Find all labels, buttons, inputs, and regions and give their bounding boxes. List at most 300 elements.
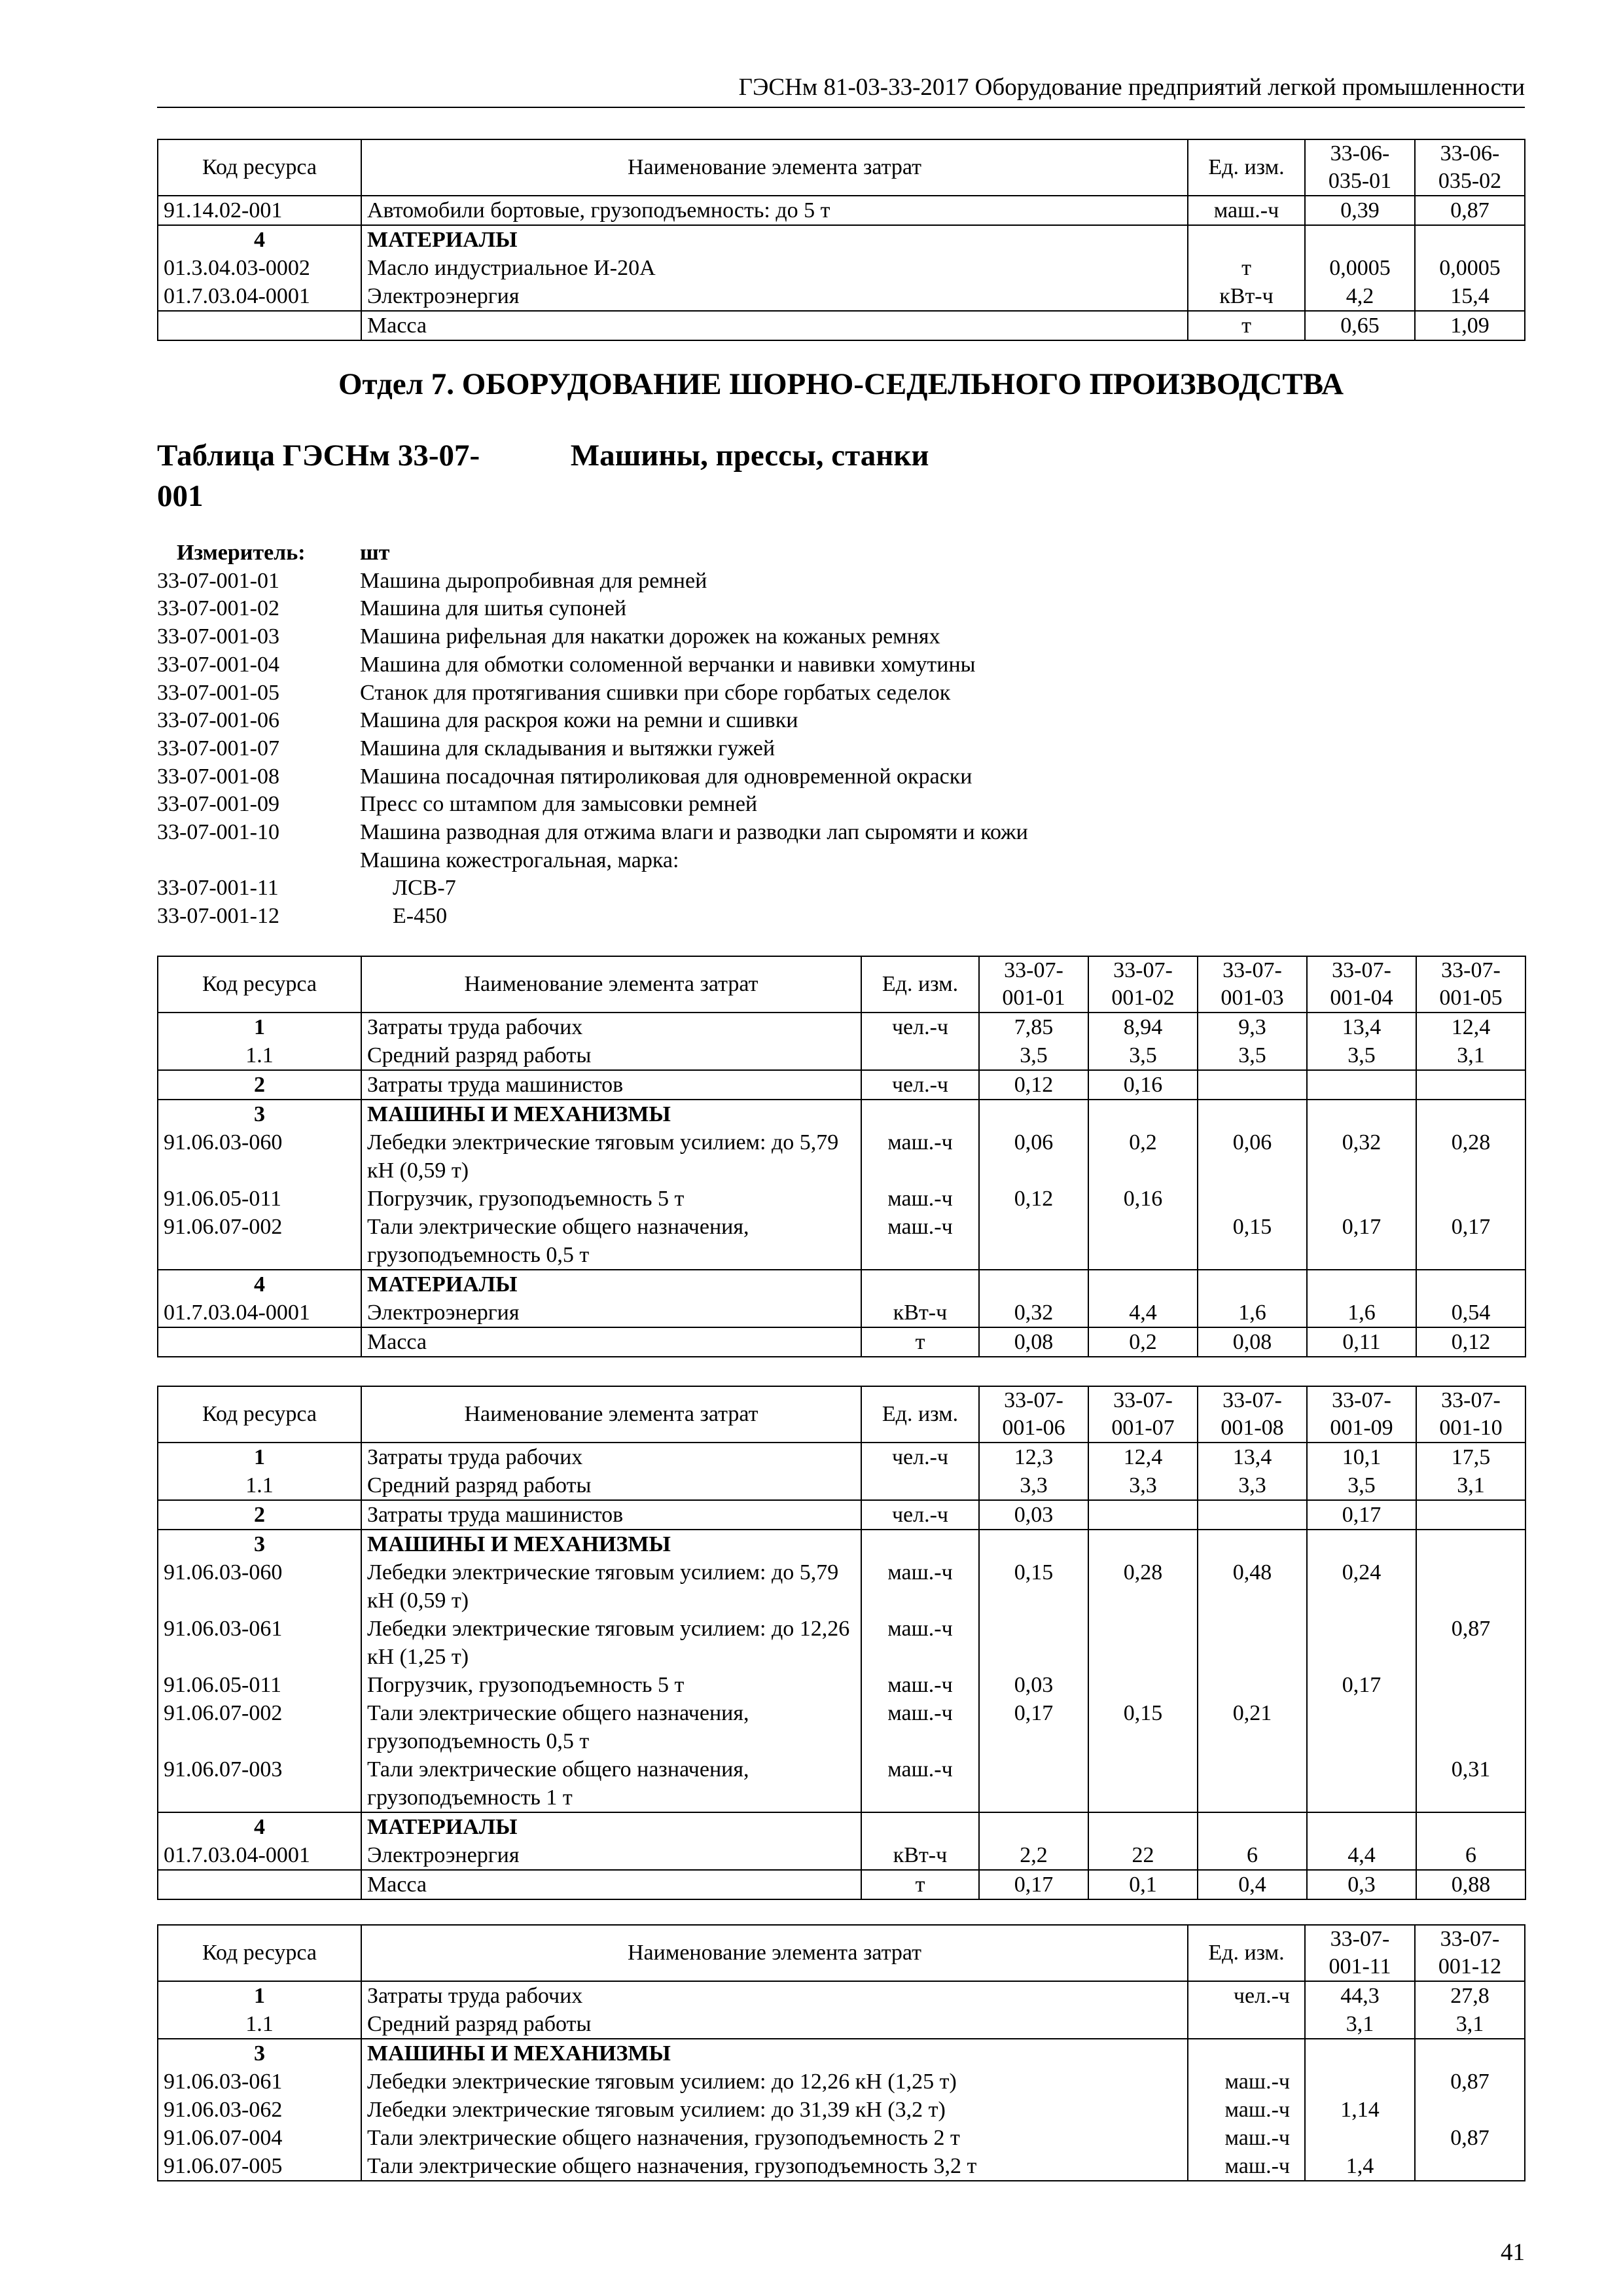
cell-name: Средний разряд работы bbox=[361, 1041, 861, 1070]
cell-unit: т bbox=[861, 1327, 979, 1357]
cell-code: 91.06.03-061 bbox=[158, 1615, 361, 1671]
table-row bbox=[158, 1100, 1525, 1128]
page-number: 41 bbox=[1501, 2239, 1525, 2266]
cell-unit: маш.-ч bbox=[861, 1699, 979, 1755]
table-row bbox=[158, 254, 1525, 282]
cell-code: 91.06.07-003 bbox=[158, 1755, 361, 1812]
cell-value bbox=[1307, 1812, 1416, 1841]
cell-value: 4,4 bbox=[1088, 1299, 1198, 1327]
cell-value: 12,3 bbox=[979, 1443, 1088, 1471]
header-norm-code: 33-07- 001-06 bbox=[979, 1386, 1088, 1443]
meter-item-text: Е-450 bbox=[393, 904, 448, 929]
cell-value bbox=[1305, 225, 1415, 254]
meter-item-text: Машина для обмотки соломенной верчанки и навивки хомутины bbox=[360, 652, 976, 677]
cell-code: 91.06.05-011 bbox=[158, 1185, 361, 1213]
cell-unit bbox=[1188, 225, 1305, 254]
header-norm-code: 33-07- 001-11 bbox=[1305, 1925, 1415, 1981]
cell-value: 44,3 bbox=[1305, 1981, 1415, 2010]
cell-value: 0,08 bbox=[979, 1327, 1088, 1357]
cell-value: 6 bbox=[1416, 1841, 1525, 1870]
cell-value: 8,94 bbox=[1088, 1013, 1198, 1041]
cell-name: Электроэнергия bbox=[361, 1299, 861, 1327]
cell-value: 3,3 bbox=[1198, 1471, 1307, 1500]
header-code: Код ресурса bbox=[158, 1386, 361, 1443]
cell-value: 0,17 bbox=[979, 1699, 1088, 1755]
cell-value: 3,5 bbox=[1307, 1471, 1416, 1500]
cell-value bbox=[1416, 1270, 1525, 1299]
cell-value bbox=[1088, 1270, 1198, 1299]
header-unit: Ед. изм. bbox=[1188, 1925, 1305, 1981]
cell-value bbox=[1198, 1100, 1307, 1128]
meter-item bbox=[157, 874, 1028, 903]
cell-name: Тали электрические общего назначения, грузоподъемность 1 т bbox=[361, 1755, 861, 1812]
cell-value: 0,12 bbox=[979, 1070, 1088, 1100]
cell-value: 3,1 bbox=[1416, 1041, 1525, 1070]
cell-unit: чел.-ч bbox=[861, 1443, 979, 1471]
cell-unit: чел.-ч bbox=[861, 1013, 979, 1041]
cell-value: 0,54 bbox=[1416, 1299, 1525, 1327]
cell-code: 3 bbox=[158, 2039, 361, 2068]
cell-value bbox=[1198, 1185, 1307, 1213]
cell-value bbox=[979, 1530, 1088, 1558]
cell-name: МАТЕРИАЛЫ bbox=[361, 225, 1188, 254]
cell-code: 01.7.03.04-0001 bbox=[158, 1841, 361, 1870]
meter-item bbox=[157, 847, 1028, 875]
cell-value bbox=[1416, 1185, 1525, 1213]
header-unit: Ед. изм. bbox=[861, 1386, 979, 1443]
meter-item-text: Станок для протягивания сшивки при сборе горбатых седелок bbox=[360, 680, 951, 705]
table-row bbox=[158, 1013, 1525, 1041]
cell-value: 0,0005 bbox=[1305, 254, 1415, 282]
meter-item bbox=[157, 707, 1028, 735]
cell-code: 3 bbox=[158, 1100, 361, 1128]
cell-value: 0,87 bbox=[1415, 2124, 1525, 2152]
table-row bbox=[158, 225, 1525, 254]
meter-item-code: 33-07-001-10 bbox=[157, 820, 279, 845]
meter-item-text: Машина для раскроя кожи на ремни и сшивки bbox=[360, 708, 798, 733]
table-row bbox=[158, 1270, 1525, 1299]
cell-value bbox=[1198, 1671, 1307, 1699]
cell-code: 91.06.03-061 bbox=[158, 2068, 361, 2096]
cell-name: Масса bbox=[361, 1327, 861, 1357]
meter-item bbox=[157, 791, 1028, 819]
cell-value: 3,1 bbox=[1416, 1471, 1525, 1500]
cell-value bbox=[1088, 1755, 1198, 1812]
cell-name: Тали электрические общего назначения, грузоподъемность 0,5 т bbox=[361, 1213, 861, 1270]
cell-name: Затраты труда машинистов bbox=[361, 1500, 861, 1530]
cell-value: 7,85 bbox=[979, 1013, 1088, 1041]
cell-unit: т bbox=[861, 1870, 979, 1899]
cell-value: 22 bbox=[1088, 1841, 1198, 1870]
cell-value: 0,31 bbox=[1416, 1755, 1525, 1812]
cell-unit: маш.-ч bbox=[861, 1671, 979, 1699]
header-norm-code: 33-06- 035-01 bbox=[1305, 139, 1415, 196]
cell-unit: кВт-ч bbox=[1188, 282, 1305, 311]
cell-unit: чел.-ч bbox=[861, 1070, 979, 1100]
meter-item-code: 33-07-001-09 bbox=[157, 792, 279, 817]
cell-unit: т bbox=[1188, 311, 1305, 340]
cell-value bbox=[1198, 1270, 1307, 1299]
cell-value: 12,4 bbox=[1088, 1443, 1198, 1471]
cell-value: 0,21 bbox=[1198, 1699, 1307, 1755]
header-norm-code: 33-07- 001-09 bbox=[1307, 1386, 1416, 1443]
cell-name: Лебедки электрические тяговым усилием: до 5,79 кН (0,59 т) bbox=[361, 1558, 861, 1615]
cell-value: 1,6 bbox=[1307, 1299, 1416, 1327]
cell-value: 3,5 bbox=[1088, 1041, 1198, 1070]
cell-code: 91.14.02-001 bbox=[158, 196, 361, 225]
cell-value: 0,87 bbox=[1415, 196, 1525, 225]
meter-unit: шт bbox=[360, 541, 390, 565]
table-row bbox=[158, 2039, 1525, 2068]
cell-value: 0,65 bbox=[1305, 311, 1415, 340]
table-header-row bbox=[158, 1925, 1525, 1981]
table-row bbox=[158, 1213, 1525, 1270]
cell-value: 0,17 bbox=[1416, 1213, 1525, 1270]
table-title-number-line1: Таблица ГЭСНм 33-07- bbox=[157, 439, 480, 473]
table-row bbox=[158, 196, 1525, 225]
cell-code: 01.3.04.03-0002 bbox=[158, 254, 361, 282]
cell-value: 3,5 bbox=[1198, 1041, 1307, 1070]
header-norm-code: 33-07- 001-04 bbox=[1307, 956, 1416, 1013]
meter-item bbox=[157, 819, 1028, 847]
cell-value: 1,6 bbox=[1198, 1299, 1307, 1327]
table-row bbox=[158, 1185, 1525, 1213]
cell-value: 0,06 bbox=[1198, 1128, 1307, 1185]
meter-item-code: 33-07-001-06 bbox=[157, 708, 279, 733]
cell-name: Лебедки электрические тяговым усилием: до 5,79 кН (0,59 т) bbox=[361, 1128, 861, 1185]
cell-value: 0,11 bbox=[1307, 1327, 1416, 1357]
meter-item-code: 33-07-001-03 bbox=[157, 624, 279, 649]
meter-header-row bbox=[157, 539, 1028, 567]
meter-item-code: 33-07-001-07 bbox=[157, 736, 279, 761]
header-code: Код ресурса bbox=[158, 139, 361, 196]
cell-value: 0,0005 bbox=[1415, 254, 1525, 282]
meter-item-code: 33-07-001-02 bbox=[157, 596, 279, 621]
table-title-number-line2: 001 bbox=[157, 479, 204, 513]
cell-value bbox=[979, 1755, 1088, 1812]
meter-item bbox=[157, 735, 1028, 763]
cell-name: МАШИНЫ И МЕХАНИЗМЫ bbox=[361, 1100, 861, 1128]
header-norm-code: 33-07- 001-07 bbox=[1088, 1386, 1198, 1443]
cell-value: 9,3 bbox=[1198, 1013, 1307, 1041]
cell-unit: кВт-ч bbox=[861, 1841, 979, 1870]
cell-value bbox=[1307, 1270, 1416, 1299]
meter-item bbox=[157, 623, 1028, 651]
cell-value bbox=[1305, 2039, 1415, 2068]
cell-unit: маш.-ч bbox=[861, 1558, 979, 1615]
header-norm-code: 33-07- 001-10 bbox=[1416, 1386, 1525, 1443]
cell-unit bbox=[861, 1530, 979, 1558]
cell-value: 10,1 bbox=[1307, 1443, 1416, 1471]
cell-value bbox=[1088, 1671, 1198, 1699]
cell-value bbox=[1307, 1699, 1416, 1755]
cell-value: 0,16 bbox=[1088, 1185, 1198, 1213]
meter-item bbox=[157, 567, 1028, 596]
cell-name: Погрузчик, грузоподъемность 5 т bbox=[361, 1671, 861, 1699]
cell-code: 01.7.03.04-0001 bbox=[158, 282, 361, 311]
cell-name: Средний разряд работы bbox=[361, 1471, 861, 1500]
cell-code: 91.06.03-060 bbox=[158, 1558, 361, 1615]
header-norm-code: 33-07- 001-08 bbox=[1198, 1386, 1307, 1443]
cell-unit: маш.-ч bbox=[861, 1185, 979, 1213]
header-norm-code: 33-06- 035-02 bbox=[1415, 139, 1525, 196]
cell-name: Масса bbox=[361, 311, 1188, 340]
cell-value bbox=[1415, 2152, 1525, 2181]
header-norm-code: 33-07- 001-03 bbox=[1198, 956, 1307, 1013]
cell-name: Затраты труда машинистов bbox=[361, 1070, 861, 1100]
table-title bbox=[157, 435, 929, 516]
meter-item-code: 33-07-001-01 bbox=[157, 568, 279, 593]
cell-name: Затраты труда рабочих bbox=[361, 1013, 861, 1041]
cell-value: 13,4 bbox=[1307, 1013, 1416, 1041]
resource-table-1 bbox=[157, 956, 1526, 1357]
table-row bbox=[158, 2010, 1525, 2039]
cell-unit bbox=[1188, 2010, 1305, 2039]
cell-code: 1.1 bbox=[158, 1041, 361, 1070]
table-row bbox=[158, 1500, 1525, 1530]
cell-value: 1,14 bbox=[1305, 2096, 1415, 2124]
cell-unit: маш.-ч bbox=[1188, 2124, 1305, 2152]
table-header-row bbox=[158, 956, 1525, 1013]
cell-code: 91.06.03-062 bbox=[158, 2096, 361, 2124]
table-row bbox=[158, 1671, 1525, 1699]
cell-name: Затраты труда рабочих bbox=[361, 1443, 861, 1471]
cell-unit: маш.-ч bbox=[861, 1615, 979, 1671]
cell-value: 0,4 bbox=[1198, 1870, 1307, 1899]
meter-label: Измеритель: bbox=[177, 541, 306, 565]
cell-name: Электроэнергия bbox=[361, 282, 1188, 311]
cell-value: 17,5 bbox=[1416, 1443, 1525, 1471]
cell-value: 0,88 bbox=[1416, 1870, 1525, 1899]
cell-value bbox=[979, 1615, 1088, 1671]
cell-value: 0,32 bbox=[979, 1299, 1088, 1327]
cell-value: 0,17 bbox=[979, 1870, 1088, 1899]
cell-value bbox=[1416, 1530, 1525, 1558]
cell-unit: маш.-ч bbox=[1188, 2152, 1305, 2181]
table-row bbox=[158, 282, 1525, 311]
cell-name: Лебедки электрические тяговым усилием: до 12,26 кН (1,25 т) bbox=[361, 2068, 1188, 2096]
table-title-number bbox=[157, 435, 563, 516]
meter-item-code: 33-07-001-04 bbox=[157, 652, 279, 677]
resource-table-2 bbox=[157, 1386, 1526, 1900]
cell-value bbox=[1415, 225, 1525, 254]
cell-name: МАТЕРИАЛЫ bbox=[361, 1270, 861, 1299]
cell-value: 0,2 bbox=[1088, 1128, 1198, 1185]
cell-value: 0,3 bbox=[1307, 1870, 1416, 1899]
cell-value bbox=[1416, 1100, 1525, 1128]
cell-value bbox=[1088, 1100, 1198, 1128]
cell-code bbox=[158, 1327, 361, 1357]
resource-table-3 bbox=[157, 1924, 1525, 2181]
cell-value: 0,17 bbox=[1307, 1671, 1416, 1699]
meter-item-text: Машина дыропробивная для ремней bbox=[360, 568, 707, 593]
cell-name: Лебедки электрические тяговым усилием: до 31,39 кН (3,2 т) bbox=[361, 2096, 1188, 2124]
cell-value bbox=[1198, 1615, 1307, 1671]
meter-item-code: 33-07-001-12 bbox=[157, 904, 279, 929]
cell-value: 13,4 bbox=[1198, 1443, 1307, 1471]
cell-value bbox=[1416, 1812, 1525, 1841]
cell-name: Тали электрические общего назначения, грузоподъемность 2 т bbox=[361, 2124, 1188, 2152]
cell-value bbox=[1305, 2068, 1415, 2096]
table-row bbox=[158, 1443, 1525, 1471]
cell-value: 0,15 bbox=[1198, 1213, 1307, 1270]
table-row bbox=[158, 1841, 1525, 1870]
cell-code: 91.06.07-002 bbox=[158, 1699, 361, 1755]
table-row bbox=[158, 2152, 1525, 2181]
header-code: Код ресурса bbox=[158, 1925, 361, 1981]
header-name: Наименование элемента затрат bbox=[361, 1925, 1188, 1981]
cell-code bbox=[158, 311, 361, 340]
cell-value: 0,28 bbox=[1416, 1128, 1525, 1185]
cell-unit: маш.-ч bbox=[861, 1213, 979, 1270]
table-row bbox=[158, 1558, 1525, 1615]
cell-name: Электроэнергия bbox=[361, 1841, 861, 1870]
cell-value bbox=[1088, 1812, 1198, 1841]
cell-value: 0,16 bbox=[1088, 1070, 1198, 1100]
meter-item-code: 33-07-001-08 bbox=[157, 764, 279, 789]
cell-code: 91.06.07-002 bbox=[158, 1213, 361, 1270]
table-title-name: Машины, прессы, станки bbox=[570, 439, 929, 473]
table-row bbox=[158, 1530, 1525, 1558]
cell-name: МАШИНЫ И МЕХАНИЗМЫ bbox=[361, 2039, 1188, 2068]
cell-name: Автомобили бортовые, грузоподъемность: до 5 т bbox=[361, 196, 1188, 225]
cell-value: 3,3 bbox=[1088, 1471, 1198, 1500]
cell-code: 91.06.07-004 bbox=[158, 2124, 361, 2152]
cell-value bbox=[1088, 1500, 1198, 1530]
resource-table-0 bbox=[157, 139, 1525, 341]
cell-value: 1,09 bbox=[1415, 311, 1525, 340]
cell-value: 15,4 bbox=[1415, 282, 1525, 311]
cell-value bbox=[1307, 1755, 1416, 1812]
cell-unit: чел.-ч bbox=[861, 1500, 979, 1530]
cell-value: 0,03 bbox=[979, 1500, 1088, 1530]
cell-value: 3,1 bbox=[1305, 2010, 1415, 2039]
cell-value: 0,28 bbox=[1088, 1558, 1198, 1615]
meter-item-text: Машина для складывания и вытяжки гужей bbox=[360, 736, 776, 761]
table-row bbox=[158, 2096, 1525, 2124]
cell-value bbox=[1415, 2096, 1525, 2124]
meter-item-text: Машина кожестрогальная, марка: bbox=[360, 848, 679, 872]
cell-unit bbox=[861, 1812, 979, 1841]
cell-value: 1,4 bbox=[1305, 2152, 1415, 2181]
cell-value bbox=[1416, 1671, 1525, 1699]
meter-item bbox=[157, 679, 1028, 708]
cell-code: 91.06.05-011 bbox=[158, 1671, 361, 1699]
cell-code: 91.06.03-060 bbox=[158, 1128, 361, 1185]
cell-unit: чел.-ч bbox=[1188, 1981, 1305, 2010]
cell-unit: т bbox=[1188, 254, 1305, 282]
cell-value bbox=[1198, 1070, 1307, 1100]
cell-code: 01.7.03.04-0001 bbox=[158, 1299, 361, 1327]
meter-item-text: Машина для шитья супоней bbox=[360, 596, 627, 621]
meter-item bbox=[157, 595, 1028, 623]
cell-value: 3,3 bbox=[979, 1471, 1088, 1500]
meter-item bbox=[157, 651, 1028, 679]
cell-value: 0,24 bbox=[1307, 1558, 1416, 1615]
cell-name: Масло индустриальное И-20А bbox=[361, 254, 1188, 282]
cell-code: 4 bbox=[158, 1270, 361, 1299]
header-name: Наименование элемента затрат bbox=[361, 956, 861, 1013]
cell-value: 0,17 bbox=[1307, 1500, 1416, 1530]
cell-value bbox=[979, 1100, 1088, 1128]
header-unit: Ед. изм. bbox=[1188, 139, 1305, 196]
table-row bbox=[158, 1128, 1525, 1185]
cell-unit: маш.-ч bbox=[861, 1755, 979, 1812]
cell-unit bbox=[861, 1100, 979, 1128]
cell-name: Погрузчик, грузоподъемность 5 т bbox=[361, 1185, 861, 1213]
header-norm-code: 33-07- 001-02 bbox=[1088, 956, 1198, 1013]
table-row bbox=[158, 1041, 1525, 1070]
cell-value bbox=[1416, 1558, 1525, 1615]
cell-value bbox=[1307, 1530, 1416, 1558]
cell-unit: кВт-ч bbox=[861, 1299, 979, 1327]
meter-item-code: 33-07-001-11 bbox=[157, 876, 279, 901]
cell-value: 6 bbox=[1198, 1841, 1307, 1870]
header-unit: Ед. изм. bbox=[861, 956, 979, 1013]
cell-value: 2,2 bbox=[979, 1841, 1088, 1870]
cell-value bbox=[1088, 1615, 1198, 1671]
table-row bbox=[158, 1755, 1525, 1812]
meter-item-text: Машина разводная для отжима влаги и разводки лап сыромяти и кожи bbox=[360, 820, 1028, 845]
meter-item-text: ЛСВ-7 bbox=[393, 876, 456, 901]
meter-item bbox=[157, 763, 1028, 791]
cell-code: 1 bbox=[158, 1013, 361, 1041]
cell-name: Масса bbox=[361, 1870, 861, 1899]
cell-value: 12,4 bbox=[1416, 1013, 1525, 1041]
table-row bbox=[158, 1981, 1525, 2010]
table-row bbox=[158, 1812, 1525, 1841]
cell-value: 3,1 bbox=[1415, 2010, 1525, 2039]
meter-item bbox=[157, 903, 1028, 931]
cell-value bbox=[1088, 1213, 1198, 1270]
cell-code: 4 bbox=[158, 225, 361, 254]
cell-value: 0,39 bbox=[1305, 196, 1415, 225]
cell-code: 2 bbox=[158, 1070, 361, 1100]
cell-value bbox=[979, 1812, 1088, 1841]
cell-value bbox=[1305, 2124, 1415, 2152]
table-row bbox=[158, 1327, 1525, 1357]
header-norm-code: 33-07- 001-01 bbox=[979, 956, 1088, 1013]
running-header: ГЭСНм 81-03-33-2017 Оборудование предприятий легкой промышленности bbox=[738, 74, 1525, 101]
table-header-row bbox=[158, 139, 1525, 196]
meter-item-code: 33-07-001-05 bbox=[157, 680, 279, 705]
cell-value: 4,2 bbox=[1305, 282, 1415, 311]
cell-value bbox=[1307, 1070, 1416, 1100]
cell-code: 1.1 bbox=[158, 1471, 361, 1500]
section-title: Отдел 7. ОБОРУДОВАНИЕ ШОРНО-СЕДЕЛЬНОГО ПРОИЗВОДСТВА bbox=[338, 367, 1344, 401]
table-row bbox=[158, 311, 1525, 340]
cell-name: Средний разряд работы bbox=[361, 2010, 1188, 2039]
header-norm-code: 33-07- 001-05 bbox=[1416, 956, 1525, 1013]
cell-value: 0,15 bbox=[1088, 1699, 1198, 1755]
cell-value bbox=[1416, 1500, 1525, 1530]
table-row bbox=[158, 1471, 1525, 1500]
cell-value bbox=[1198, 1530, 1307, 1558]
cell-value bbox=[1198, 1755, 1307, 1812]
cell-unit: маш.-ч bbox=[1188, 196, 1305, 225]
cell-value bbox=[1307, 1185, 1416, 1213]
cell-code: 4 bbox=[158, 1812, 361, 1841]
cell-value: 0,03 bbox=[979, 1671, 1088, 1699]
cell-value: 0,2 bbox=[1088, 1327, 1198, 1357]
cell-value bbox=[1198, 1500, 1307, 1530]
cell-unit: маш.-ч bbox=[1188, 2068, 1305, 2096]
cell-name: МАТЕРИАЛЫ bbox=[361, 1812, 861, 1841]
cell-name: Затраты труда рабочих bbox=[361, 1981, 1188, 2010]
table-row bbox=[158, 1699, 1525, 1755]
header-name: Наименование элемента затрат bbox=[361, 139, 1188, 196]
cell-name: МАШИНЫ И МЕХАНИЗМЫ bbox=[361, 1530, 861, 1558]
